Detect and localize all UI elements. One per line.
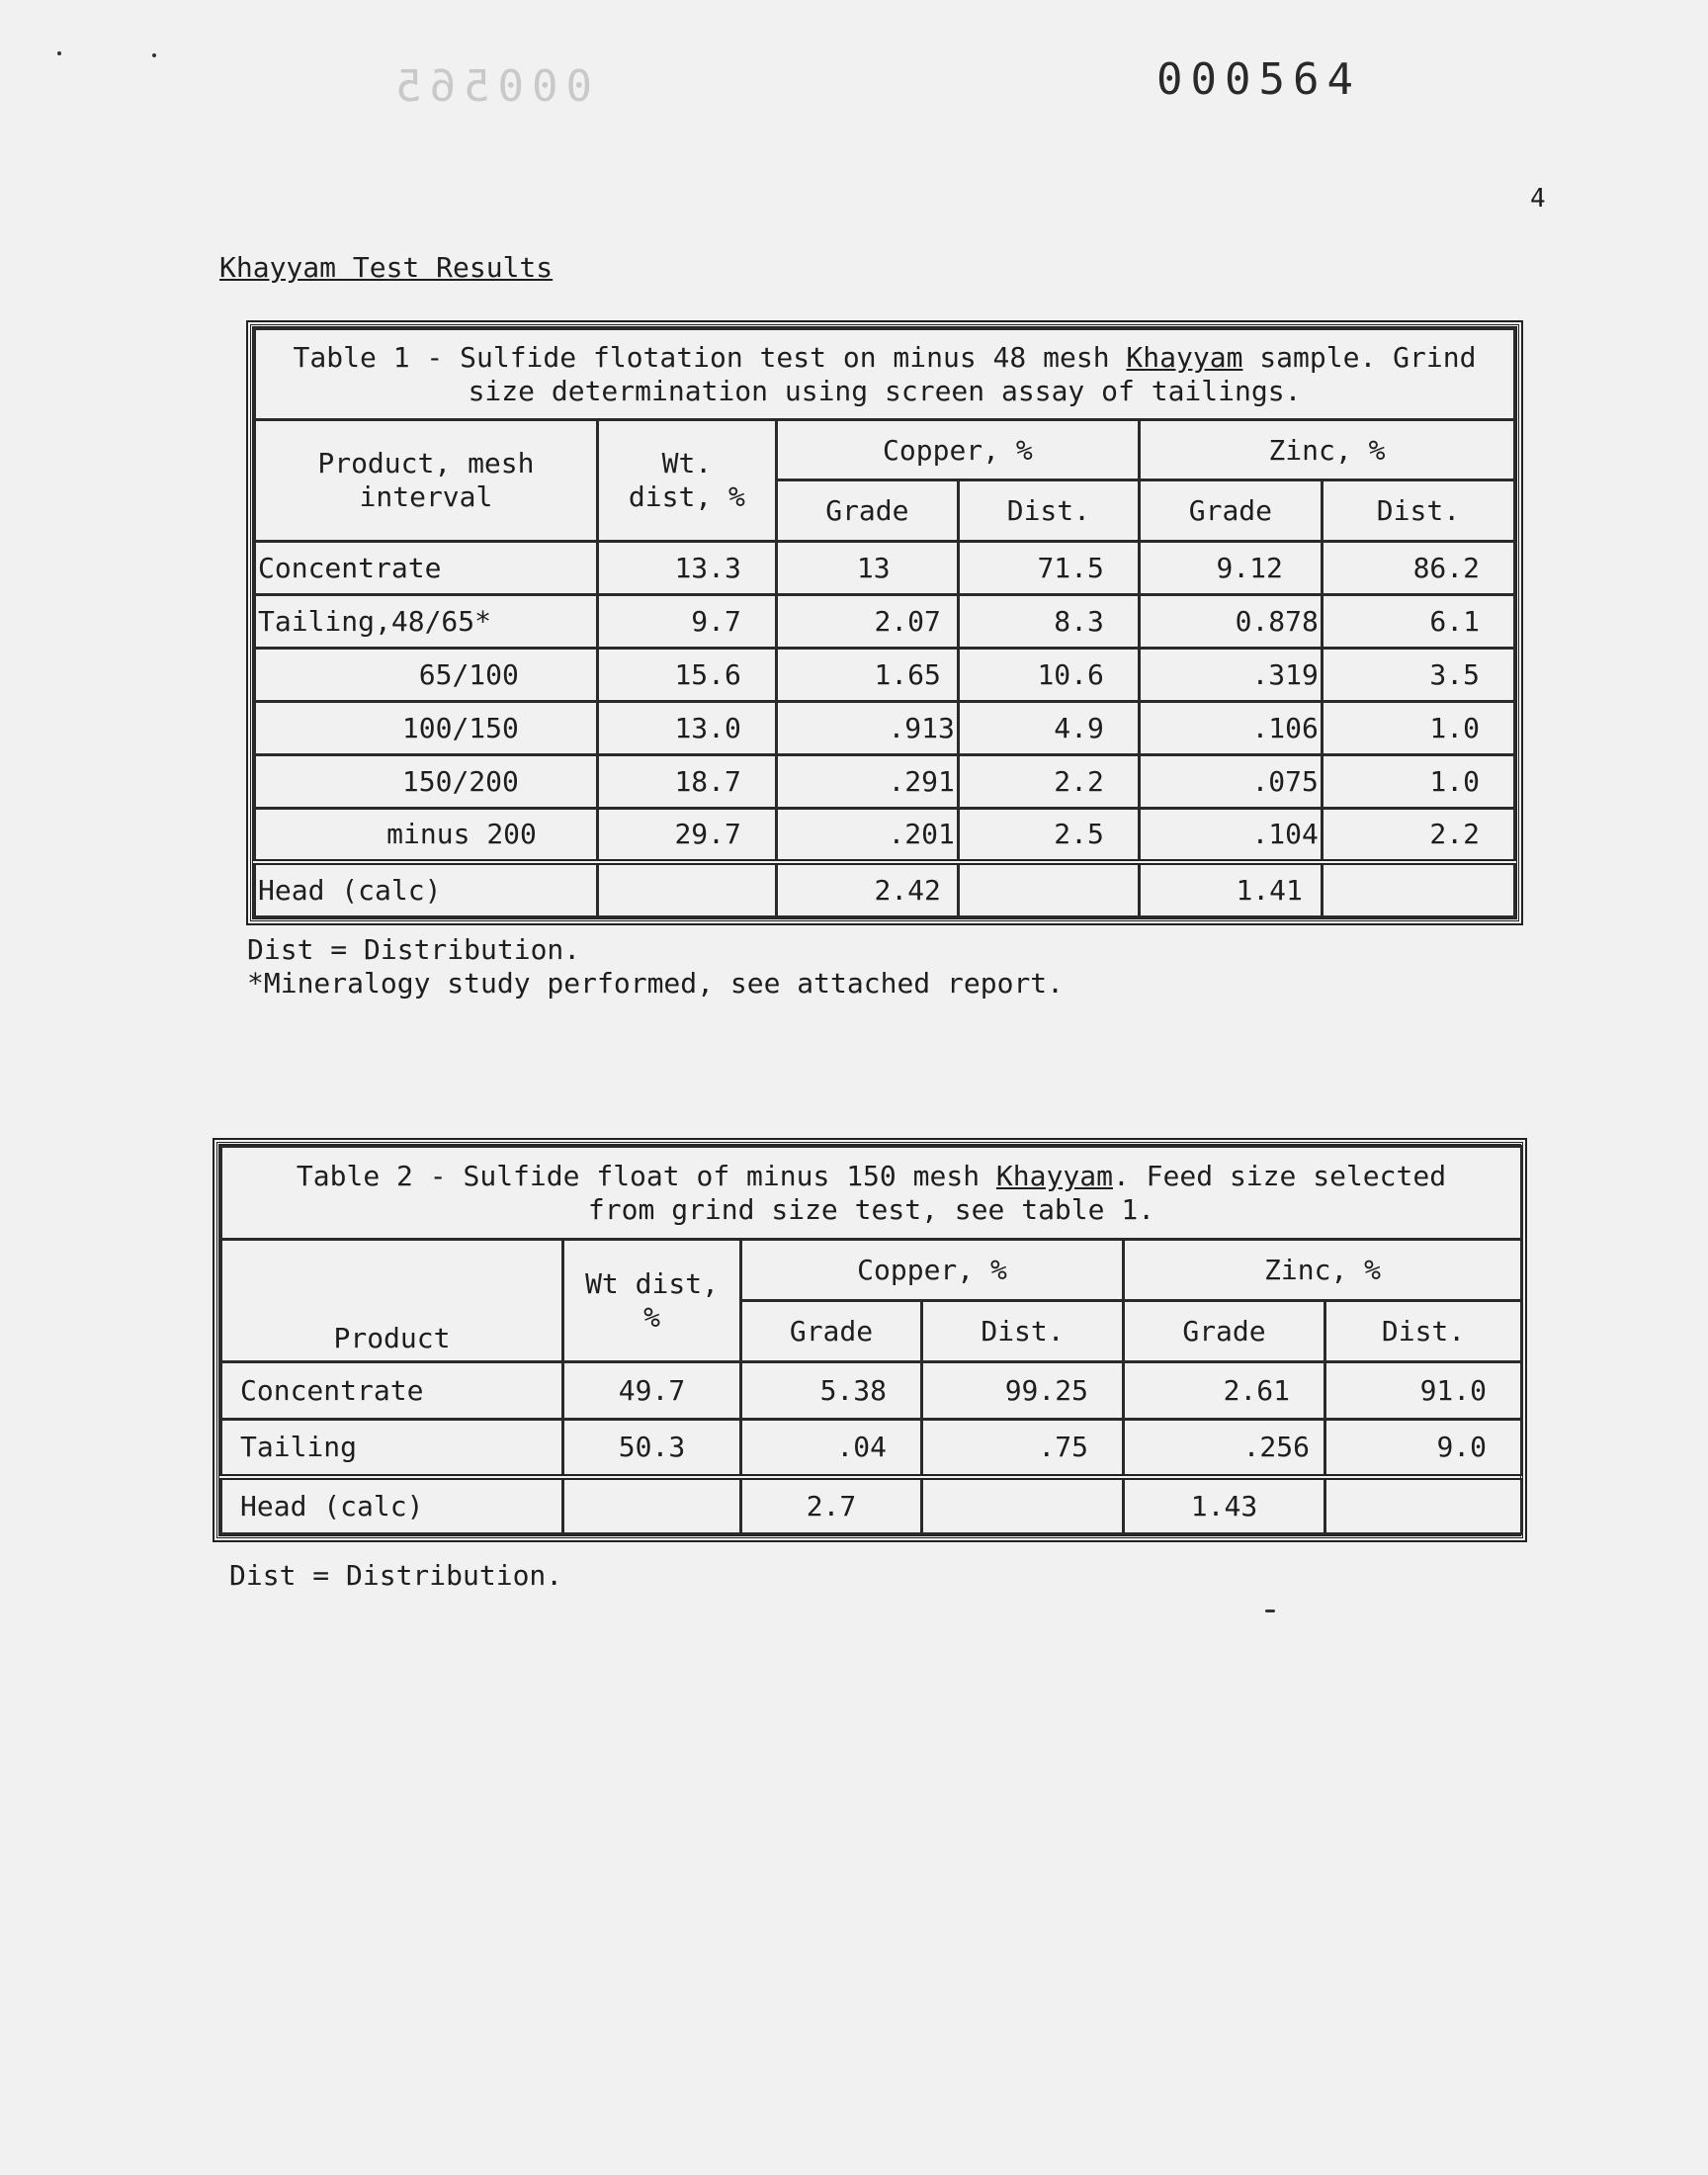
subheader-zinc-grade: Grade: [1124, 1301, 1325, 1362]
table-1-note-dist: Dist = Distribution.: [247, 933, 581, 966]
subheader-zinc-dist: Dist.: [1325, 1301, 1522, 1362]
table-2-caption: Table 2 - Sulfide float of minus 150 mesh Khayyam. Feed size selected from grind size test, see table 1.: [221, 1147, 1522, 1240]
column-header-product: Product: [221, 1240, 563, 1362]
group-header-zinc: Zinc, %: [1124, 1240, 1522, 1301]
speck: [57, 51, 61, 55]
page-number: 4: [1530, 184, 1546, 214]
subheader-copper-dist: Dist.: [922, 1301, 1124, 1362]
table-row: Concentrate 49.7 5.38 99.25 2.61 91.0: [221, 1362, 1522, 1420]
subheader-copper-grade: Grade: [741, 1301, 922, 1362]
bleed-through-number: 000565: [387, 61, 592, 112]
group-header-copper: Copper, %: [776, 420, 1139, 480]
subheader-copper-grade: Grade: [776, 480, 958, 542]
table-2-note-dist: Dist = Distribution.: [229, 1559, 563, 1592]
table-row: minus 200 29.7 .201 2.5 .104 2.2: [255, 809, 1515, 862]
speck: [152, 53, 156, 57]
table-row-head-calc: Head (calc) 2.7 1.43: [221, 1477, 1522, 1534]
table-row: 65/100 15.6 1.65 10.6 .319 3.5: [255, 649, 1515, 702]
table-2: [216, 1142, 1523, 1538]
table-row: 150/200 18.7 .291 2.2 .075 1.0: [255, 755, 1515, 809]
speck: [1265, 1610, 1275, 1612]
table-row: 100/150 13.0 .913 4.9 .106 1.0: [255, 702, 1515, 755]
subheader-copper-dist: Dist.: [958, 480, 1139, 542]
column-header-product: Product, mesh interval: [255, 420, 598, 542]
group-header-copper: Copper, %: [741, 1240, 1124, 1301]
subheader-zinc-dist: Dist.: [1322, 480, 1514, 542]
page-heading: Khayyam Test Results: [219, 251, 554, 284]
column-header-wt-dist: Wt. dist, %: [597, 420, 776, 542]
table-1-caption: Table 1 - Sulfide flotation test on minus 48 mesh Khayyam sample. Grind size determination using screen assay of tailings.: [255, 329, 1515, 420]
table-1: [250, 324, 1519, 921]
table-row-head-calc: Head (calc) 2.42 1.41: [255, 862, 1515, 917]
table-1-note-mineralogy: *Mineralogy study performed, see attached report.: [247, 967, 1065, 1000]
table-row: Tailing,48/65* 9.7 2.07 8.3 0.878 6.1: [255, 595, 1515, 649]
group-header-zinc: Zinc, %: [1139, 420, 1514, 480]
table-row: Tailing 50.3 .04 .75 .256 9.0: [221, 1420, 1522, 1477]
subheader-zinc-grade: Grade: [1139, 480, 1322, 542]
column-header-wt-dist: Wt dist, %: [563, 1240, 741, 1362]
document-number-stamp: 000564: [1156, 54, 1361, 105]
table-row: Concentrate 13.3 13 71.5 9.12 86.2: [255, 542, 1515, 595]
